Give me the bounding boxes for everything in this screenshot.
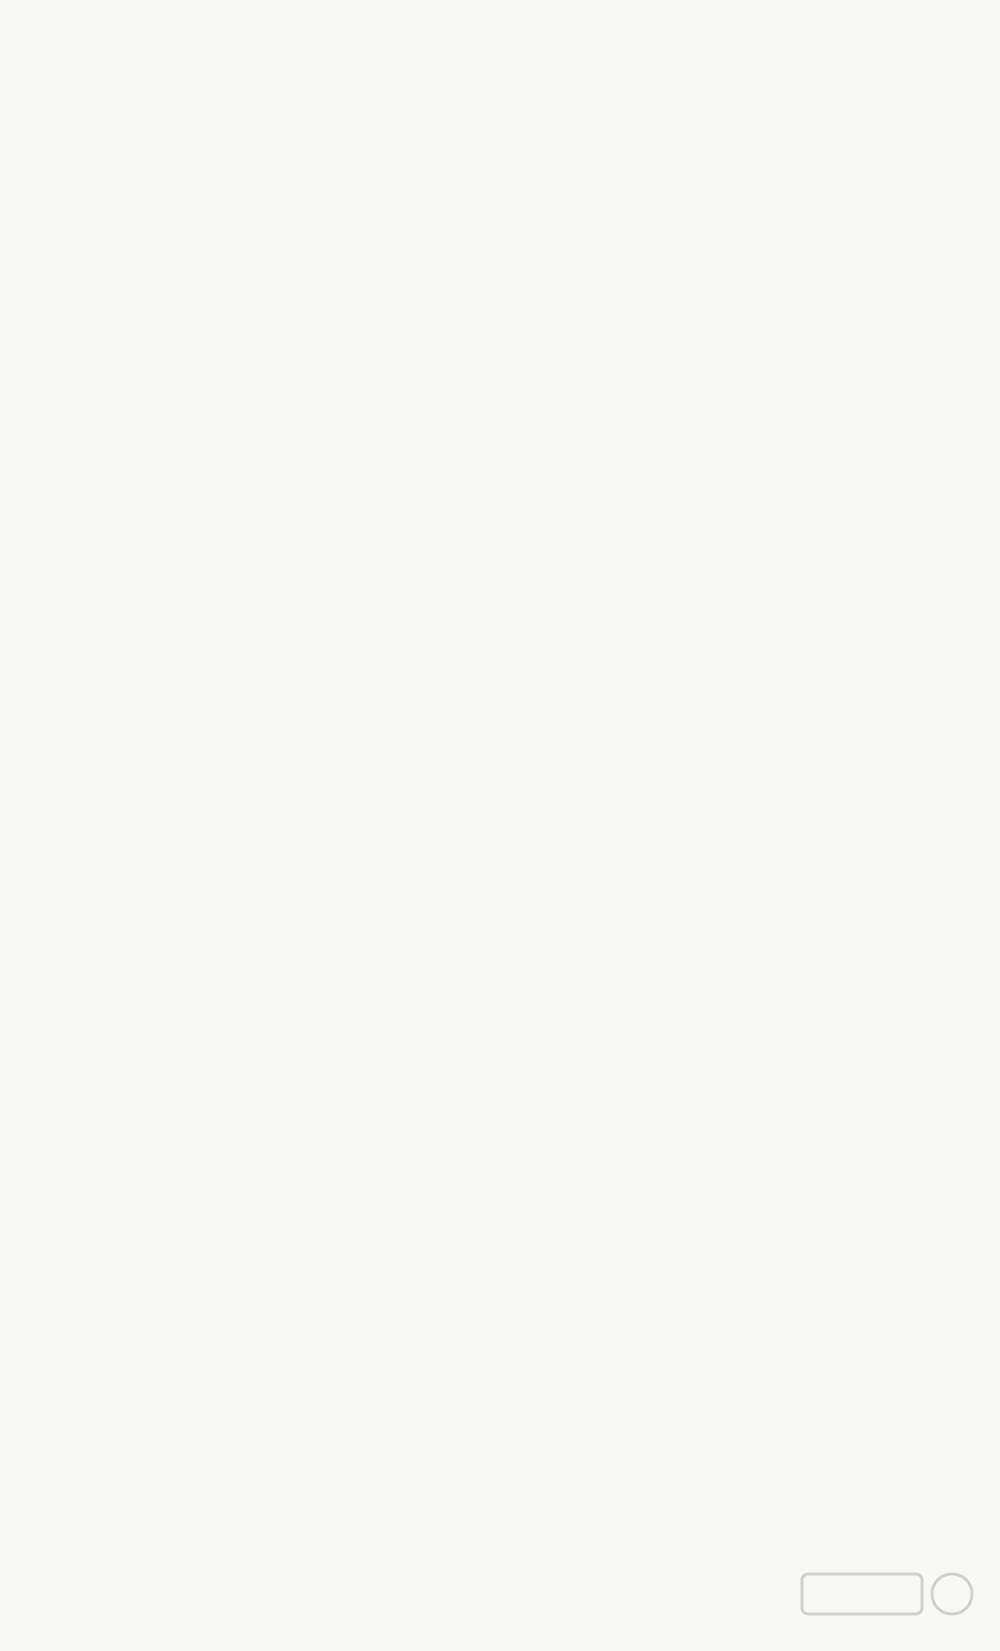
- watermark-logo: [792, 1566, 982, 1646]
